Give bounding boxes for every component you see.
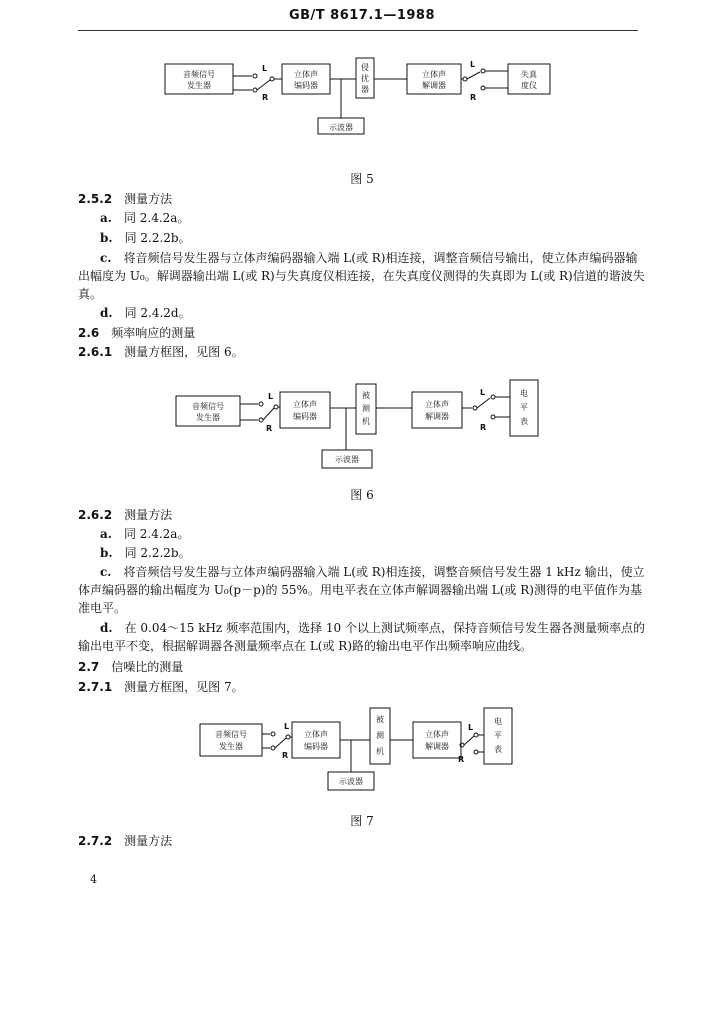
fig7-decoder-line1: 立体声 <box>425 730 449 739</box>
fig7-meter-line2: 平 <box>494 731 502 740</box>
fig7-meter-line1: 电 <box>494 717 502 726</box>
item-label: c. <box>100 251 112 265</box>
item-label: c. <box>100 565 112 579</box>
section-2-7-2 <box>78 832 648 850</box>
section-number: 2.6 <box>78 326 100 340</box>
item-2-6-2-a <box>78 525 648 543</box>
fig5-decoder-line2: 解调器 <box>422 81 446 90</box>
fig6-decoder-line2: 解调器 <box>425 412 449 421</box>
fig6-meter-line3: 表 <box>520 417 528 426</box>
item-2-6-2-d <box>78 619 648 655</box>
fig5-generator-line2: 发生器 <box>187 81 211 90</box>
item-2-5-2-a <box>78 209 648 227</box>
fig5-meter-line1: 失真 <box>521 70 537 79</box>
fig7-encoder-line1: 立体声 <box>304 730 328 739</box>
fig5-label-L-out: L <box>470 60 476 69</box>
fig5-device-line2: 扰 <box>361 74 369 83</box>
standard-header: GB/T 8617.1—1988 <box>288 8 436 23</box>
section-2-6-1 <box>78 343 648 361</box>
fig5-encoder-line1: 立体声 <box>294 70 318 79</box>
fig7-generator-line1: 音频信号 <box>215 730 247 739</box>
section-2-7 <box>78 658 648 676</box>
section-number: 2.5.2 <box>78 192 113 206</box>
section-title: 测量方法 <box>124 834 173 848</box>
section-number: 2.6.1 <box>78 345 113 359</box>
item-text: 同 2.4.2a。 <box>123 527 190 541</box>
section-title: 信噪比的测量 <box>111 660 184 674</box>
item-label: b. <box>100 231 113 245</box>
item-label: d. <box>100 306 113 320</box>
fig7-device-line3: 机 <box>376 747 384 756</box>
figure-6-diagram <box>0 372 724 482</box>
figure-7-svg <box>0 700 724 800</box>
fig5-label-R-in: R <box>262 93 269 102</box>
page-number: 4 <box>90 873 97 886</box>
figure-7-caption: 图 7 <box>350 814 374 828</box>
item-text: 同 2.4.2a。 <box>123 211 190 225</box>
item-2-6-2-b <box>78 544 648 562</box>
section-2-7-1 <box>78 678 648 696</box>
fig7-scope: 示波器 <box>339 777 363 786</box>
fig7-decoder-line2: 解调器 <box>425 742 449 751</box>
fig6-generator-line2: 发生器 <box>196 413 220 422</box>
figure-7-diagram <box>0 700 724 800</box>
fig5-encoder-line2: 编码器 <box>294 81 318 90</box>
fig5-device-line3: 器 <box>361 85 369 94</box>
fig6-device-line2: 测 <box>362 404 370 413</box>
fig6-generator-line1: 音频信号 <box>192 402 224 411</box>
item-2-5-2-d <box>78 304 648 322</box>
fig5-meter-line2: 度仪 <box>521 81 537 90</box>
section-title: 测量方框图，见图 7。 <box>124 680 244 694</box>
fig7-generator-line2: 发生器 <box>219 742 243 751</box>
fig5-decoder-line1: 立体声 <box>422 70 446 79</box>
item-text: 将音频信号发生器与立体声编码器输入端 L(或 R)相连接，调整音频信号发生器 1 kHz 输出，使立体声编码器的输出幅度为 U₀(p－p)的 55%。用电平表在立体声解调器输出端 L(或 R)测得的电平值作为基准电平。 <box>78 565 645 615</box>
item-text: 同 2.2.2b。 <box>124 231 191 245</box>
header-rule <box>78 30 638 31</box>
section-2-6 <box>78 324 648 342</box>
fig6-device-line1: 被 <box>362 391 370 400</box>
fig6-meter-line1: 电 <box>520 389 528 398</box>
fig5-device-line1: 侵 <box>361 63 369 72</box>
fig7-label-L-out: L <box>468 723 474 732</box>
fig7-label-R-out: R <box>458 755 465 764</box>
figure-6-svg <box>0 372 724 482</box>
fig6-encoder-line2: 编码器 <box>293 412 317 421</box>
figure-5-diagram <box>0 50 724 150</box>
section-number: 2.7 <box>78 660 100 674</box>
item-label: b. <box>100 546 113 560</box>
item-text: 同 2.2.2b。 <box>124 546 191 560</box>
item-text: 同 2.4.2d。 <box>124 306 191 320</box>
figure-5-svg <box>0 50 724 150</box>
figure-5-caption: 图 5 <box>350 172 374 186</box>
item-2-6-2-c <box>78 563 648 617</box>
item-2-5-2-b <box>78 229 648 247</box>
section-title: 测量方框图，见图 6。 <box>124 345 244 359</box>
fig6-encoder-line1: 立体声 <box>293 400 317 409</box>
fig7-meter-line3: 表 <box>494 745 502 754</box>
section-number: 2.7.1 <box>78 680 113 694</box>
fig6-device-line3: 机 <box>362 417 370 426</box>
item-text: 在 0.04～15 kHz 频率范围内，选择 10 个以上测试频率点，保持音频信号发生器各测量频率点的输出电平不变，根据解调器各测量频率点在 L(或 R)路的输出电平作出频率响应曲线。 <box>78 621 645 653</box>
fig6-meter-line2: 平 <box>520 403 528 412</box>
fig6-label-R-out: R <box>480 423 487 432</box>
item-label: a. <box>100 211 112 225</box>
section-number: 2.7.2 <box>78 834 113 848</box>
section-title: 测量方法 <box>124 192 173 206</box>
fig5-label-L-in: L <box>262 64 268 73</box>
fig6-label-L-in: L <box>268 392 274 401</box>
item-text: 将音频信号发生器与立体声编码器输入端 L(或 R)相连接，调整音频信号输出，使立体声编码器输出幅度为 U₀。解调器输出端 L(或 R)与失真度仪相连接，在失真度仪测得的失真即为 L(或 R)信道的谐波失真。 <box>78 251 645 301</box>
fig6-scope: 示波器 <box>335 455 359 464</box>
fig6-label-L-out: L <box>480 388 486 397</box>
fig5-scope: 示波器 <box>329 123 353 132</box>
section-2-6-2 <box>78 506 648 524</box>
fig6-decoder-line1: 立体声 <box>425 400 449 409</box>
fig6-label-R-in: R <box>266 424 273 433</box>
fig7-encoder-line2: 编码器 <box>304 742 328 751</box>
figure-6-caption: 图 6 <box>350 488 374 502</box>
item-2-5-2-c <box>78 249 648 303</box>
fig7-device-line1: 被 <box>376 715 384 724</box>
section-title: 测量方法 <box>124 508 173 522</box>
fig7-label-R-in: R <box>282 751 289 760</box>
fig5-label-R-out: R <box>470 93 477 102</box>
item-label: d. <box>100 621 113 635</box>
section-number: 2.6.2 <box>78 508 113 522</box>
fig7-label-L-in: L <box>284 722 290 731</box>
item-label: a. <box>100 527 112 541</box>
section-title: 频率响应的测量 <box>111 326 196 340</box>
fig5-generator-line1: 音频信号 <box>183 70 215 79</box>
fig7-device-line2: 测 <box>376 731 384 740</box>
section-2-5-2 <box>78 190 648 208</box>
